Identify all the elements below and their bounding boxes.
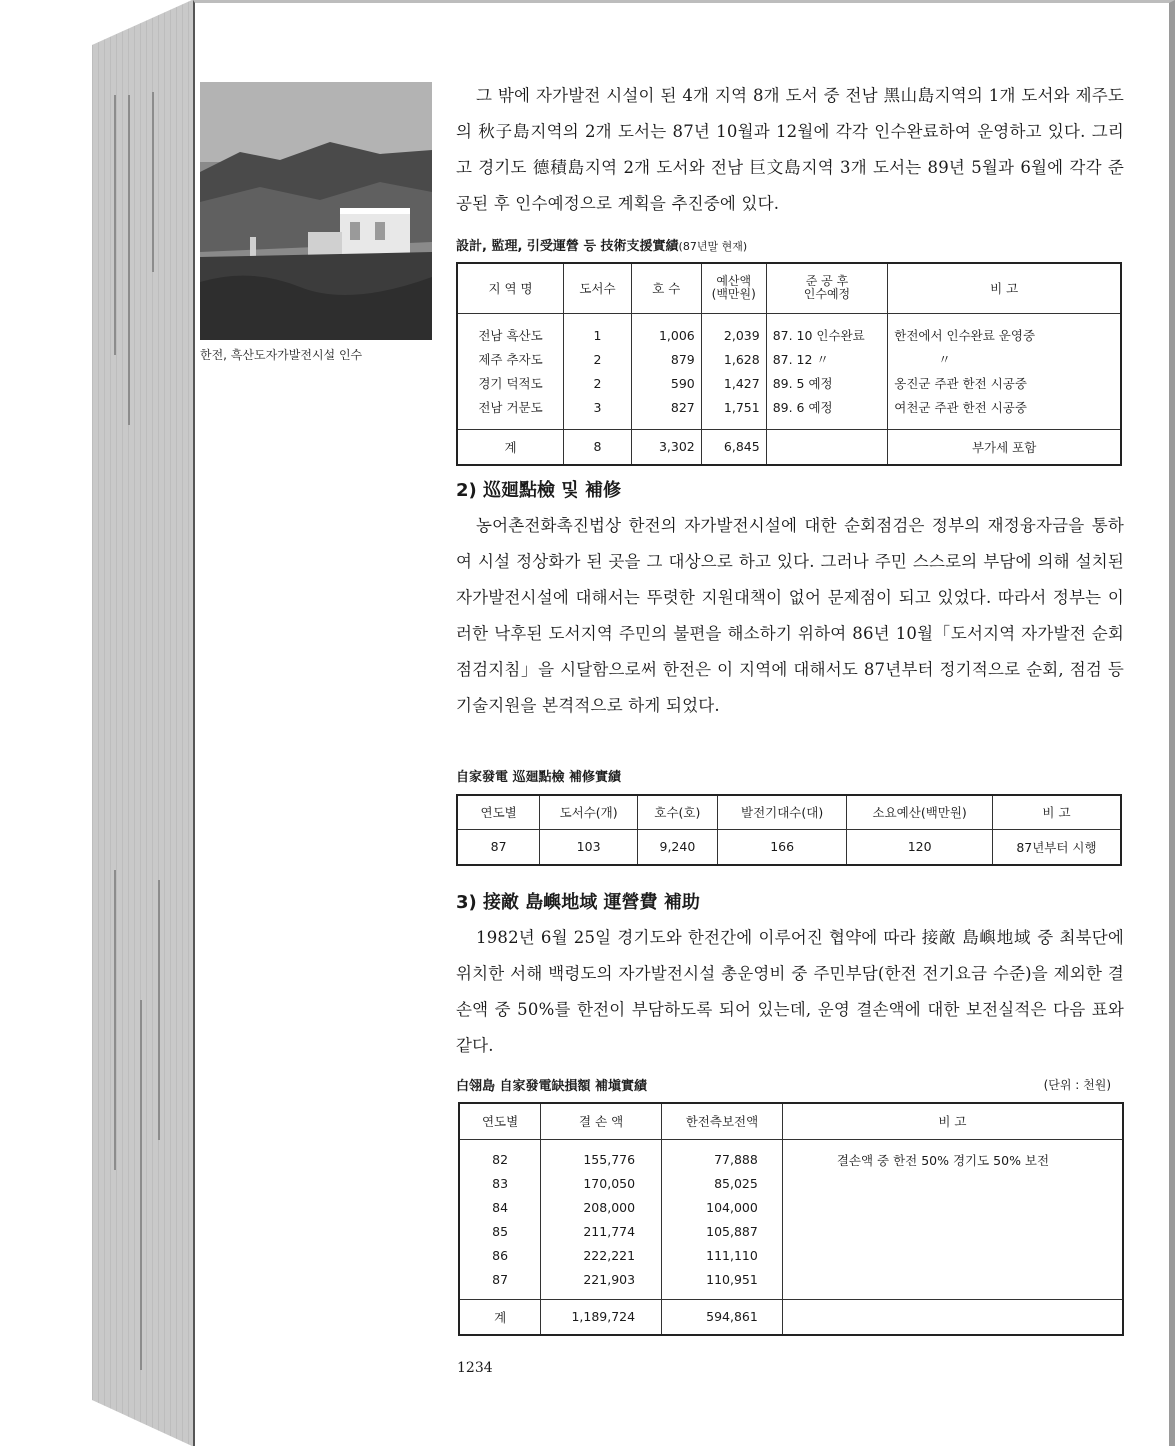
table3-cell: 110,951 <box>662 1267 783 1291</box>
landscape-photo-image <box>200 82 432 340</box>
table3-header: 연도별 <box>459 1103 541 1139</box>
table1-cell: 1,006 <box>631 323 701 347</box>
table-row <box>457 371 1121 395</box>
deficit-table <box>458 1102 1124 1336</box>
table3-cell: 82 <box>459 1147 541 1171</box>
table1-cell: 〃 <box>888 347 1121 371</box>
table1-header-islands: 도서수 <box>564 263 632 313</box>
photo-power-plant <box>200 82 432 340</box>
table3-cell: 87 <box>459 1267 541 1291</box>
table1-header-budget-line2: (백만원) <box>711 287 756 302</box>
table3-remark: 결손액 중 한전 50% 경기도 50% 보전 <box>782 1147 1123 1291</box>
table3-cell: 104,000 <box>662 1195 783 1219</box>
table1-header-households: 호 수 <box>631 263 701 313</box>
table2-cell: 166 <box>717 829 847 865</box>
table1-header-takeover-line1: 준 공 후 <box>805 274 849 289</box>
table1-cell: 87. 12 〃 <box>766 347 888 371</box>
table1-cell: 3,302 <box>631 429 701 465</box>
table-row <box>457 323 1121 347</box>
table1-cell: 한전에서 인수완료 운영중 <box>888 323 1121 347</box>
table2-header: 도서수(개) <box>540 795 638 829</box>
table1-cell: 879 <box>631 347 701 371</box>
section3-heading: 3) 接敵 島嶼地域 運營費 補助 <box>456 892 700 913</box>
table1-cell: 1,628 <box>701 347 766 371</box>
table1-header-budget-line1: 예산액 <box>716 274 752 289</box>
table2-header: 소요예산(백만원) <box>847 795 993 829</box>
table3-cell: 221,903 <box>541 1267 662 1291</box>
table1-cell: 8 <box>564 429 632 465</box>
table2-cell: 103 <box>540 829 638 865</box>
table1-cell: 2 <box>564 347 632 371</box>
table3-title: 白翎島 自家發電缺損額 補塡實績 <box>456 1079 648 1094</box>
table-row <box>459 1147 1123 1171</box>
table2-cell: 120 <box>847 829 993 865</box>
table3-header: 비 고 <box>782 1103 1123 1139</box>
table3-cell: 85 <box>459 1219 541 1243</box>
photo-caption: 한전, 흑산도자가발전시설 인수 <box>200 348 363 362</box>
table1-cell: 6,845 <box>701 429 766 465</box>
table1-header-region: 지 역 명 <box>457 263 564 313</box>
table3-cell: 1,189,724 <box>541 1299 662 1335</box>
table1-title-note: (87년말 현재) <box>678 240 748 253</box>
section2-heading: 2) 巡廻點檢 및 補修 <box>456 480 621 501</box>
tech-support-table <box>456 262 1122 466</box>
table1-cell <box>766 429 888 465</box>
table1-header-takeover <box>766 263 888 313</box>
table1-title-text: 設計, 監理, 引受運營 등 技術支援實績 <box>456 239 679 254</box>
table-row <box>457 395 1121 419</box>
table3-cell: 계 <box>459 1299 541 1335</box>
table1-cell: 2 <box>564 371 632 395</box>
table1-cell: 89. 5 예정 <box>766 371 888 395</box>
table3-cell: 111,110 <box>662 1243 783 1267</box>
table2-header: 비 고 <box>992 795 1121 829</box>
table3-cell: 208,000 <box>541 1195 662 1219</box>
table1-cell: 1,751 <box>701 395 766 419</box>
table1-cell: 89. 6 예정 <box>766 395 888 419</box>
table3-cell: 86 <box>459 1243 541 1267</box>
table3-cell: 170,050 <box>541 1171 662 1195</box>
table3-unit: (단위 : 천원) <box>1043 1078 1111 1092</box>
table1-cell: 1 <box>564 323 632 347</box>
table1-cell: 3 <box>564 395 632 419</box>
table3-cell: 211,774 <box>541 1219 662 1243</box>
table3-cell: 105,887 <box>662 1219 783 1243</box>
table2-cell: 87 <box>457 829 540 865</box>
section3-paragraph: 1982년 6월 25일 경기도와 한전간에 이루어진 협약에 따라 接敵 島嶼地域 중 최북단에 위치한 서해 백령도의 자가발전시설 총운영비 중 주민부담(한전 전기요금 수준)을 제외한 결손액 중 50%를 한전이 부담하도록 되어 있는데, 운영 결손액에 대한 보전실적은 다음 표와 같다. <box>456 928 1124 1055</box>
page-number: 1234 <box>457 1360 493 1376</box>
table2-header: 연도별 <box>457 795 540 829</box>
table1-cell: 87. 10 인수완료 <box>766 323 888 347</box>
table1-header-takeover-line2: 인수예정 <box>803 287 851 302</box>
book-spine-edge <box>92 0 195 1446</box>
table2-title: 自家發電 巡廻點檢 補修實績 <box>456 770 622 785</box>
table1-cell: 827 <box>631 395 701 419</box>
intro-paragraph: 그 밖에 자가발전 시설이 된 4개 지역 8개 도서 중 전남 黑山島지역의 1개 도서와 제주도의 秋子島지역의 2개 도서는 87년 10월과 12월에 각각 인수완료하여 운영하고 있다. 그리고 경기도 德積島지역 2개 도서와 전남 巨文島지역 3개 도서는 89년 5월과 6월에 각각 준공된 후 인수예정으로 계획을 추진중에 있다. <box>456 86 1124 213</box>
table3-cell: 84 <box>459 1195 541 1219</box>
section2-paragraph: 농어촌전화촉진법상 한전의 자가발전시설에 대한 순회점검은 정부의 재정융자금을 통하여 시설 정상화가 된 곳을 그 대상으로 하고 있다. 그러나 주민 스스로의 부담에 의해 설치된 자가발전시설에 대해서는 뚜렷한 지원대책이 없어 문제점이 되고 있었다. 따라서 정부는 이러한 낙후된 도서지역 주민의 불편을 해소하기 위하여 86년 10월「도서지역 자가발전 순회점검지침」을 시달함으로써 한전은 이 지역에 대해서도 87년부터 정기적으로 순회, 점검 등 기술지원을 본격적으로 하게 되었다. <box>456 516 1124 715</box>
table-row <box>457 347 1121 371</box>
table3-cell: 222,221 <box>541 1243 662 1267</box>
table3-cell: 77,888 <box>662 1147 783 1171</box>
table3-header: 한전측보전액 <box>662 1103 783 1139</box>
table2-cell: 9,240 <box>637 829 717 865</box>
table-row <box>457 829 1121 865</box>
inspection-table <box>456 794 1122 866</box>
table1-cell: 2,039 <box>701 323 766 347</box>
table1-cell: 경기 덕적도 <box>457 371 564 395</box>
table1-cell: 1,427 <box>701 371 766 395</box>
table1-cell: 부가세 포함 <box>888 429 1121 465</box>
table3-total-row <box>459 1299 1123 1335</box>
table1-cell: 계 <box>457 429 564 465</box>
table1-cell: 제주 추자도 <box>457 347 564 371</box>
table3-header: 결 손 액 <box>541 1103 662 1139</box>
table1-header-budget <box>701 263 766 313</box>
table3-cell: 83 <box>459 1171 541 1195</box>
table1-header-remarks: 비 고 <box>888 263 1121 313</box>
table3-cell: 85,025 <box>662 1171 783 1195</box>
table2-header: 발전기대수(대) <box>717 795 847 829</box>
table1-cell: 전남 흑산도 <box>457 323 564 347</box>
table1-cell: 전남 거문도 <box>457 395 564 419</box>
table3-cell: 594,861 <box>662 1299 783 1335</box>
table1-cell: 590 <box>631 371 701 395</box>
table1-cell: 여천군 주관 한전 시공중 <box>888 395 1121 419</box>
table2-cell: 87년부터 시행 <box>992 829 1121 865</box>
table3-cell: 155,776 <box>541 1147 662 1171</box>
table1-cell: 옹진군 주관 한전 시공중 <box>888 371 1121 395</box>
table1-title <box>456 235 747 254</box>
table1-total-row <box>457 429 1121 465</box>
table2-header: 호수(호) <box>637 795 717 829</box>
